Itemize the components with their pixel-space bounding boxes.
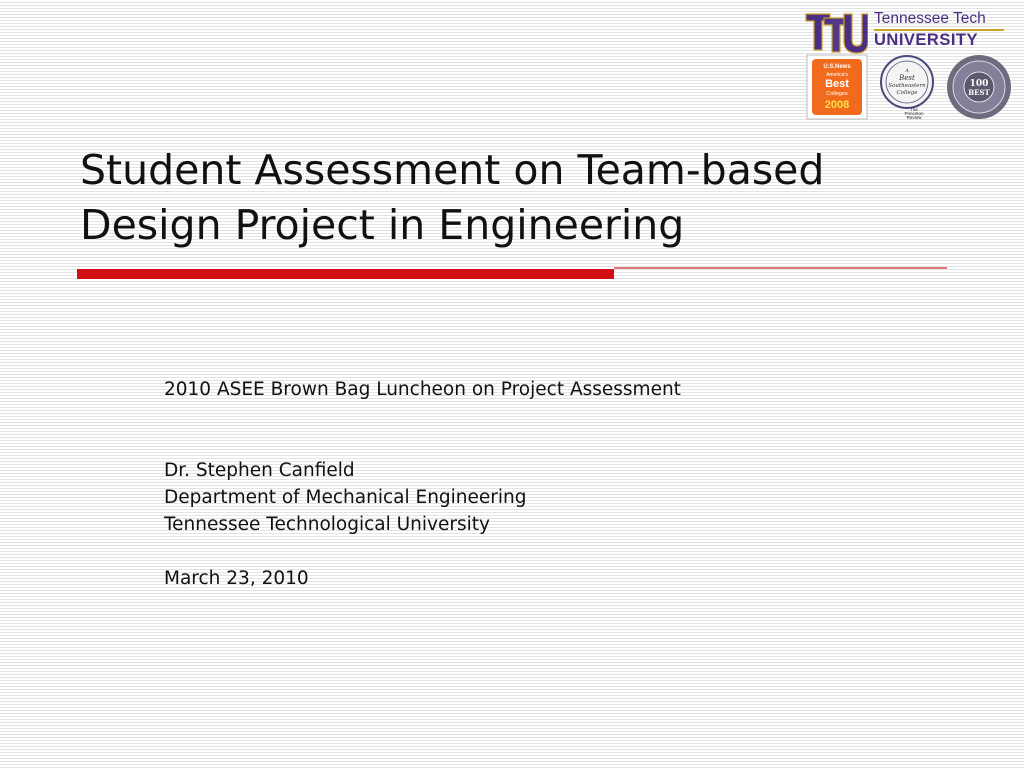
svg-text:The: The: [910, 107, 918, 112]
university-name-line1: Tennessee Tech: [874, 10, 1004, 31]
svg-text:Best: Best: [899, 74, 915, 82]
ttu-monogram-logo: [804, 10, 868, 54]
slide-body: [164, 376, 924, 592]
svg-text:Southeastern: Southeastern: [888, 83, 926, 89]
university-name-line2: UNIVERSITY: [874, 31, 979, 49]
university-name: [874, 10, 1004, 50]
svg-text:U.S.News: U.S.News: [823, 64, 851, 70]
svg-text:100: 100: [969, 79, 989, 89]
presenter-name: Dr. Stephen Canfield: [164, 460, 355, 481]
institution-name: Tennessee Technological University: [164, 514, 490, 535]
slide-title-line2: Design Project in Engineering: [80, 201, 685, 249]
presentation-date: March 23, 2010: [164, 568, 309, 589]
slide-title: [80, 143, 940, 253]
us-news-best-colleges-badge: [806, 54, 868, 120]
title-underline-thin: [614, 267, 947, 269]
svg-text:Review: Review: [906, 115, 922, 120]
svg-text:BEST: BEST: [968, 88, 990, 97]
svg-text:2008: 2008: [824, 99, 850, 111]
svg-text:Princeton: Princeton: [904, 111, 924, 116]
title-underline-thick: [77, 269, 614, 279]
svg-text:A: A: [905, 68, 909, 74]
svg-text:College: College: [896, 90, 918, 96]
slide-title-line1: Student Assessment on Team-based: [80, 146, 825, 194]
department-name: Department of Mechanical Engineering: [164, 487, 527, 508]
best-100-colleges-seal: [944, 54, 1014, 120]
svg-text:America's: America's: [826, 72, 848, 78]
event-name: 2010 ASEE Brown Bag Luncheon on Project Assessment: [164, 379, 681, 400]
svg-text:Best: Best: [825, 78, 849, 90]
university-logo: [800, 6, 1014, 124]
princeton-review-badge: [874, 54, 940, 120]
ranking-badges: [804, 54, 1014, 120]
svg-text:Colleges: Colleges: [826, 91, 848, 97]
